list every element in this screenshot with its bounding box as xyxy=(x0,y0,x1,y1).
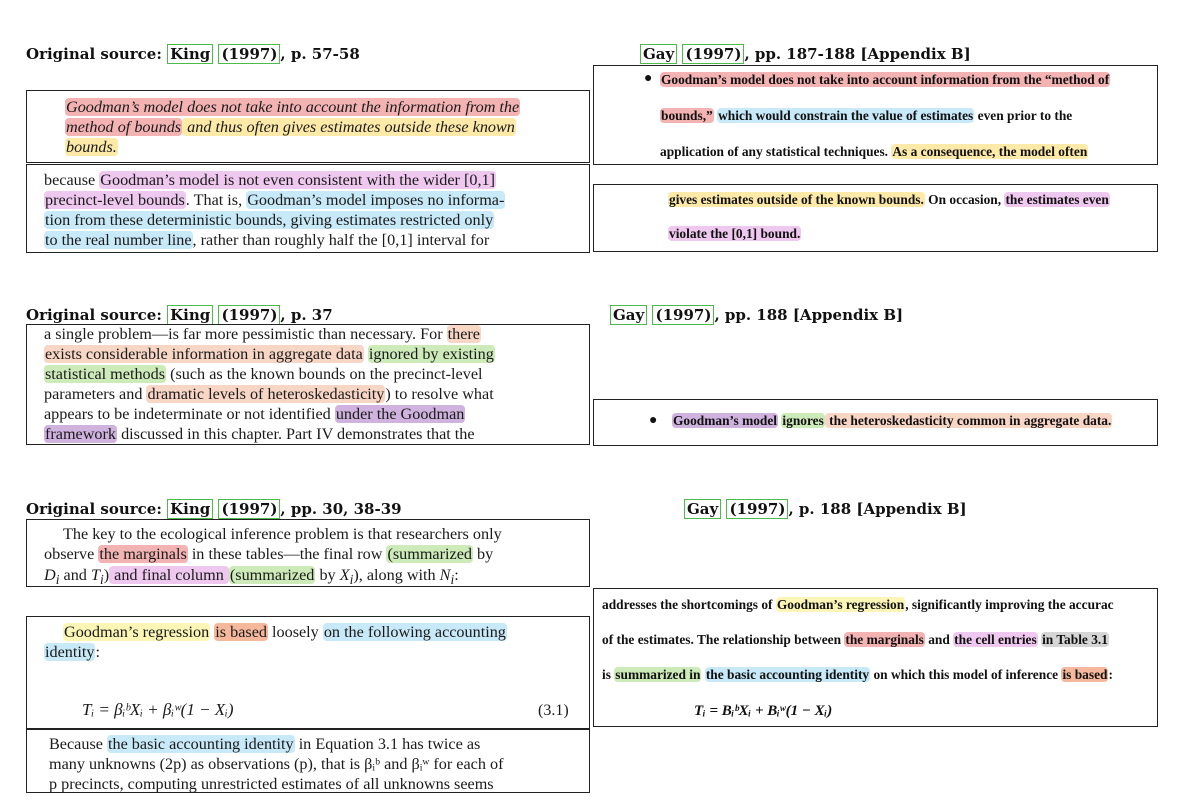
highlight-red: the marginals xyxy=(845,632,924,647)
highlight-red: Goodman’s model does not take into account the information from the xyxy=(66,98,520,116)
text-line xyxy=(602,632,1109,648)
highlight-blue: the basic accounting identity xyxy=(705,667,870,682)
highlight-green: ignored by existing xyxy=(368,345,494,363)
text-line xyxy=(44,404,465,425)
text-line xyxy=(44,324,481,345)
highlight-green: (summarized xyxy=(229,566,315,584)
text: and xyxy=(924,632,954,647)
text: many unknowns (2p) as observations (p), that is βᵢᵇ and βᵢʷ for each of xyxy=(49,755,504,773)
highlight-green: (summarized xyxy=(387,545,472,563)
text: is xyxy=(602,667,615,682)
text-line xyxy=(44,642,100,663)
text: in Equation 3.1 has twice as xyxy=(294,735,481,753)
label: Original source: xyxy=(26,306,168,324)
math-sub: i xyxy=(450,572,455,587)
highlight-purple: the cell entries xyxy=(954,632,1037,647)
math-var: X xyxy=(339,566,350,584)
text-line xyxy=(63,524,502,545)
highlight-yellow: bounds. xyxy=(66,138,117,156)
text: a single problem—is far more pessimistic than necessary. For xyxy=(44,325,447,343)
gay-excerpt-box xyxy=(593,588,1158,727)
section1-left-header xyxy=(26,45,360,63)
gay-excerpt-box xyxy=(593,184,1158,252)
text-line xyxy=(44,424,475,445)
text-line xyxy=(44,190,505,211)
highlight-orange: is based xyxy=(1062,667,1108,682)
section1-right-header xyxy=(640,45,971,63)
text: by xyxy=(315,566,340,584)
highlight-red: Goodman’s model does not take into account information from the “method of xyxy=(661,72,1110,87)
text-line xyxy=(44,544,493,565)
highlight-red: method of bounds xyxy=(66,118,182,136)
text: ) xyxy=(103,566,110,584)
page-ref: , p. 188 [Appendix B] xyxy=(788,500,967,518)
gay-excerpt-box xyxy=(593,65,1158,165)
highlight-violet: framework xyxy=(45,425,117,443)
page-ref: , pp. 188 [Appendix B] xyxy=(714,306,904,324)
citation-link[interactable]: (1997) xyxy=(218,44,280,64)
page-ref: , pp. 187-188 [Appendix B] xyxy=(744,45,971,63)
section2-left-header xyxy=(26,306,333,324)
highlight-violet: Goodman’s model xyxy=(673,413,778,428)
text: addresses the shortcomings of xyxy=(602,597,776,612)
equation-number: (3.1) xyxy=(538,702,569,719)
text-line xyxy=(668,192,1110,208)
highlight-purple: and final column xyxy=(110,566,228,584)
bullet-icon: ● xyxy=(649,413,658,428)
page-ref: , p. 57-58 xyxy=(280,45,360,63)
math-var: N xyxy=(439,566,451,584)
highlight-green: summarized in xyxy=(615,667,701,682)
text: On occasion, xyxy=(924,192,1005,207)
highlight-salmon: there xyxy=(447,325,480,343)
text-line xyxy=(44,364,483,385)
text: on which this model of inference xyxy=(870,667,1062,682)
citation-link[interactable]: (1997) xyxy=(218,499,280,519)
citation-link[interactable]: (1997) xyxy=(218,305,280,325)
citation-link[interactable]: Gay xyxy=(640,44,677,64)
highlight-orange: is based xyxy=(215,623,267,641)
highlight-purple: Goodman’s model is not even consistent with the wider [0,1] xyxy=(100,171,496,189)
text-line xyxy=(602,597,1114,613)
text-line xyxy=(44,230,489,251)
equation: Tᵢ = BᵢᵇXᵢ + Bᵢʷ(1 − Xᵢ) xyxy=(694,703,833,719)
text: by xyxy=(472,545,494,563)
section3-right-header xyxy=(684,500,967,518)
text-line xyxy=(668,226,801,242)
equation: Tᵢ = βᵢᵇXᵢ + βᵢʷ(1 − Xᵢ) xyxy=(82,700,234,719)
source-excerpt-box xyxy=(26,519,590,587)
citation-link[interactable]: (1997) xyxy=(726,499,788,519)
highlight-yellow: and thus often gives estimates outside these known xyxy=(183,118,515,136)
text: : xyxy=(1108,667,1113,682)
highlight-green: statistical methods xyxy=(45,365,166,383)
text-line xyxy=(672,413,1112,429)
highlight-blue: to the real number line xyxy=(45,231,192,249)
text-line xyxy=(49,734,480,755)
highlight-yellow: As a consequence, the model often xyxy=(892,144,1088,159)
math-var: D xyxy=(44,566,56,584)
text: Because xyxy=(49,735,107,753)
highlight-blue: Goodman’s model imposes no informa- xyxy=(247,191,505,209)
highlight-blue: on the following accounting xyxy=(323,623,506,641)
text-line xyxy=(44,565,459,587)
highlight-gray: in Table 3.1 xyxy=(1042,632,1108,647)
citation-link[interactable]: Gay xyxy=(684,499,721,519)
text-line xyxy=(49,774,494,793)
bullet-icon: ● xyxy=(644,71,653,86)
section2-right-header xyxy=(610,306,903,324)
source-excerpt-box xyxy=(26,616,590,729)
highlight-purple: precinct-level bounds xyxy=(45,191,185,209)
text: discussed in this chapter. Part IV demonstrates that the xyxy=(117,425,475,443)
citation-link[interactable]: (1997) xyxy=(652,305,714,325)
text: and xyxy=(59,566,91,584)
text-line xyxy=(602,667,1113,683)
text: because xyxy=(44,171,100,189)
highlight-blue: which would constrain the value of estimates xyxy=(718,108,974,123)
text-line xyxy=(63,622,507,643)
source-excerpt-box xyxy=(26,90,590,163)
text: of the estimates. The relationship between xyxy=(602,632,845,647)
highlight-red: the marginals xyxy=(99,545,187,563)
text: : xyxy=(454,566,459,584)
label: Original source: xyxy=(26,45,168,63)
text: loosely xyxy=(267,623,323,641)
text: , significantly improving the accurac xyxy=(905,597,1114,612)
text: ), along with xyxy=(353,566,440,584)
highlight-pale-yellow: Goodman’s regression xyxy=(64,623,210,641)
highlight-violet: under the Goodman xyxy=(335,405,465,423)
highlight-blue: tion from these deterministic bounds, giving estimates restricted only xyxy=(45,211,494,229)
highlight-yellow: gives estimates outside of the known bounds. xyxy=(669,192,924,207)
text: p precincts, computing unrestricted estimates of all unknowns seems xyxy=(49,775,494,793)
text-line xyxy=(44,210,494,231)
text: observe xyxy=(44,545,99,563)
gay-excerpt-box xyxy=(593,399,1158,446)
citation-link[interactable]: King xyxy=(167,305,213,325)
text: appears to be indeterminate or not identified xyxy=(44,405,335,423)
highlight-purple: the estimates even xyxy=(1005,192,1109,207)
text-line xyxy=(660,108,1072,124)
math-var: T xyxy=(90,566,100,584)
citation-link[interactable]: King xyxy=(167,44,213,64)
text-line xyxy=(660,72,1110,88)
math-sub: i xyxy=(55,572,60,587)
text-line xyxy=(65,97,520,118)
source-excerpt-box xyxy=(26,164,590,253)
highlight-salmon: exists considerable information in aggregate data xyxy=(45,345,363,363)
text: application of any statistical techniques. xyxy=(660,144,892,159)
text: . That is, xyxy=(185,191,247,209)
citation-link[interactable]: Gay xyxy=(610,305,647,325)
text-line xyxy=(660,144,1088,160)
highlight-salmon: dramatic levels of heteroskedasticity xyxy=(147,385,385,403)
page-ref: , p. 37 xyxy=(280,306,333,324)
text-line xyxy=(44,384,494,405)
text: in these tables—the final row xyxy=(187,545,387,563)
text: The key to the ecological inference problem is that researchers only xyxy=(63,525,502,543)
highlight-pale-yellow: Goodman’s regression xyxy=(776,597,905,612)
text: (such as the known bounds on the precinct-level xyxy=(166,365,483,383)
highlight-salmon: the heteroskedasticity common in aggregate data. xyxy=(825,413,1112,428)
source-excerpt-box xyxy=(26,324,590,445)
highlight-blue: the basic accounting identity xyxy=(107,735,294,753)
citation-link[interactable]: King xyxy=(167,499,213,519)
highlight-purple: violate the [0,1] bound. xyxy=(669,226,801,241)
highlight-red: bounds,” xyxy=(661,108,713,123)
label: Original source: xyxy=(26,500,168,518)
math-sub: i xyxy=(99,572,104,587)
text: parameters and xyxy=(44,385,147,403)
text-line xyxy=(65,117,516,138)
text-line xyxy=(65,137,118,158)
text: : xyxy=(95,643,100,661)
math-sub: i xyxy=(349,572,354,587)
section3-left-header xyxy=(26,500,402,518)
highlight-green: ignores xyxy=(782,413,824,428)
text-line xyxy=(49,754,503,775)
source-excerpt-box xyxy=(26,729,590,793)
citation-link[interactable]: (1997) xyxy=(682,44,744,64)
highlight-blue: identity xyxy=(45,643,95,661)
text: even prior to the xyxy=(974,108,1073,123)
text: ) to resolve what xyxy=(385,385,494,403)
text: , rather than roughly half the [0,1] interval for xyxy=(192,231,490,249)
text-line xyxy=(44,170,496,191)
text-line xyxy=(44,344,495,365)
page-ref: , pp. 30, 38-39 xyxy=(280,500,402,518)
